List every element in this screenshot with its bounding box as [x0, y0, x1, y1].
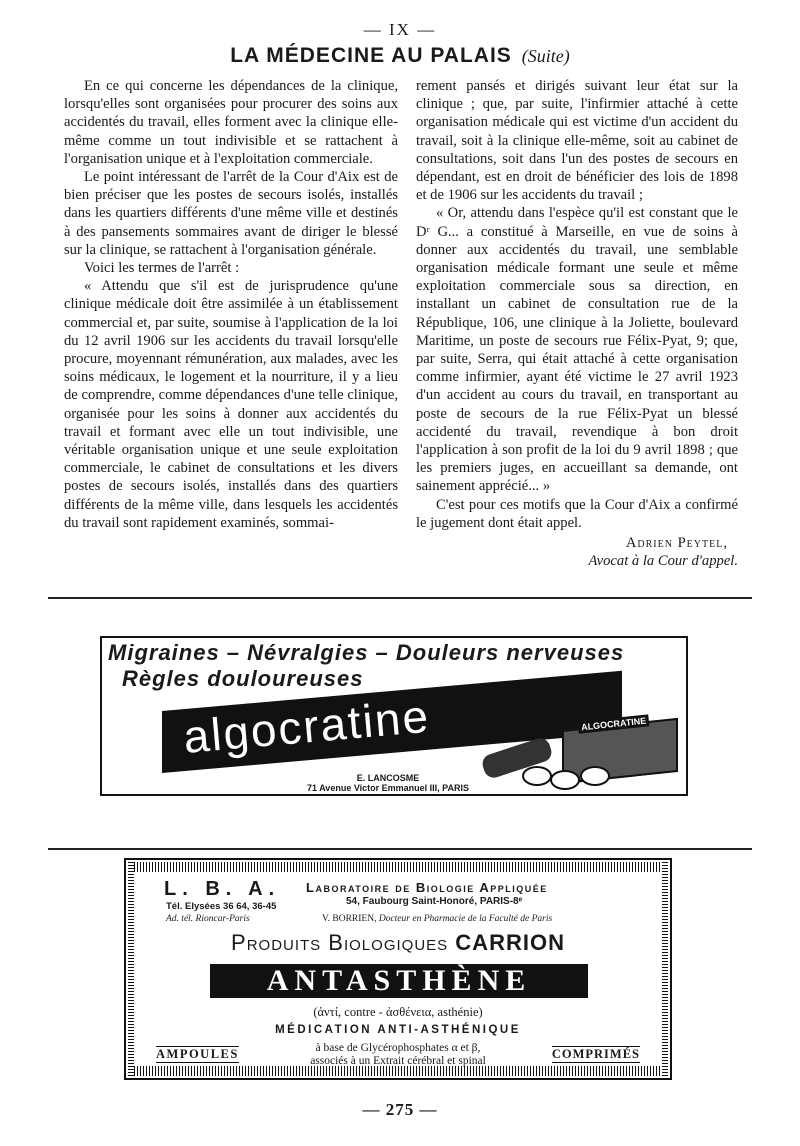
maker-address: 71 Avenue Victor Emmanuel III, PARIS	[306, 783, 470, 793]
paragraph: « Or, attendu dans l'espèce qu'il est constant que le Dʳ G... a constitué à Marseille, en vue de soins à donner aux accidentés du travail, une semblable organisation médicale formant une seule et même exploitation commerciale sous sa direction, en installant un cabinet de consultation rue de la République, 106, une clinique à la Joliette, boulevard Maritime, un poste de secours rue Félix-Pyat, 9; que, par suite, Serra, qui était attaché à cette organisation comme infirmier, ayant été victime le 27 avril 1923 d'un accident au cours du travail, en transportant au poste de secours de la rue Félix-Pyat un blessé accidenté du travail, revendique à bon droit l'application à son profit de la loi du 9 avril 1898 ; que les premiers juges, en accueillant sa demande, ont sainement apprécié... »	[416, 205, 738, 495]
signature-name: Adrien Peytel,	[625, 535, 728, 552]
tablet-illustration	[522, 766, 552, 786]
brand-name: algocratine	[181, 689, 433, 764]
telephone: Tél. Elysées 36 64, 36-45	[166, 901, 277, 912]
article-title	[0, 44, 800, 68]
paragraph: « Attendu que s'il est de jurisprudence qu'une clinique médicale doit être assimilée à un établissement commercial et, par suite, soumise à l'application de la loi du 12 avril 1906 sur les accidents du travail lorsqu'elle procure, moyennant rémunération, aux malades, avec les soins médicaux, le logement et la nourriture, il y a lieu de comprendre, comme dépendances d'une telle clinique, organisée pour les soins à donner aux accidentés du travail et formant avec elle un tout indivisible, une véritable organisation unique et une seule exploitation commerciale, le cabinet de consultations et les divers postes de secours isolés, installés dans des quartiers différents de la même ville, dans lesquels les accidentés du travail sont rapidement examinés, sommai-	[64, 278, 398, 531]
signature-role: Avocat à la Cour d'appel.	[588, 553, 738, 570]
article-title-main: LA MÉDECINE AU PALAIS	[230, 44, 512, 67]
tablet-illustration	[580, 766, 610, 786]
medication-type: MÉDICATION ANTI-ASTHÉNIQUE	[275, 1024, 521, 1036]
doctor-line	[322, 914, 552, 924]
paragraph: C'est pour ces motifs que la Cour d'Aix a confirmé le jugement dont était appel.	[416, 496, 738, 531]
tablet-illustration	[550, 770, 580, 790]
brand-carrion: CARRION	[455, 930, 565, 955]
telegraph-address: Ad. tél. Rioncar-Paris	[166, 914, 250, 924]
product-banner	[210, 964, 588, 998]
doctor-name: V. BORRIEN,	[322, 914, 377, 924]
column-left	[64, 77, 398, 532]
paragraph: Le point intéressant de l'arrêt de la Cour d'Aix est de bien préciser que les postes de secours isolés, installés dans les quartiers différents d'une même ville et destinés à des pansements sommaires avant de diriger le blessé sur la clinique, se rattachent à l'organisation générale.	[64, 169, 398, 258]
composition-line: associés à un Extrait cérébral et spinal	[310, 1055, 486, 1067]
paragraph: En ce qui concerne les dépendances de la clinique, lorsqu'elles sont organisées pour procurer des soins aux accidentés du travail, elles forment avec la clinique elle-même comme un tout indivisible et se rattachent à l'organisation unique et à l'exploitation commerciale.	[64, 78, 398, 167]
paragraph: Voici les termes de l'arrêt :	[84, 260, 240, 277]
products-line	[126, 930, 670, 956]
ad-headline: Migraines – Névralgies – Douleurs nerveuses	[108, 640, 625, 665]
products-label: Produits Biologiques	[231, 930, 449, 955]
article-title-suite: (Suite)	[521, 46, 570, 66]
form-comprimes: COMPRIMÉS	[551, 1047, 640, 1061]
lba-logo: L. B. A.	[164, 878, 281, 900]
composition-line: à base de Glycérophosphates α et β,	[315, 1042, 481, 1054]
advertisement-lba	[124, 858, 672, 1080]
border-pattern	[128, 862, 668, 872]
advertisement-algocratine	[100, 636, 688, 796]
laboratory-address: 54, Faubourg Saint-Honoré, PARIS-8ᵉ	[346, 896, 523, 907]
laboratory-name: Laboratoire de Biologie Appliquée	[306, 880, 548, 895]
maker-info	[298, 773, 478, 793]
ad-subheadline: Règles douloureuses	[122, 666, 364, 691]
paragraph: rement pansés et dirigés suivant leur état sur la clinique ; que, par suite, l'infirmier attaché à cette organisation médicale qui est victime d'un accident du travail, soit à la clinique elle-même, soit au cabinet de consultations, soit dans l'un des postes de secours en dépendant, est en droit de bénéficier des lois de 1898 et de 1906 sur les accidents du travail ;	[416, 78, 738, 204]
etymology: (ἀντί, contre - ἀσθένεια, asthénie)	[313, 1005, 483, 1019]
page-header: — IX —	[363, 20, 437, 39]
doctor-title: Docteur en Pharmacie de la Faculté de Paris	[378, 914, 553, 924]
signature	[416, 534, 738, 570]
page-number: — 275 —	[362, 1100, 438, 1119]
divider	[48, 848, 752, 850]
divider	[48, 597, 752, 599]
product-name: ANTASTHÈNE	[266, 964, 532, 997]
maker-name: E. LANCOSME	[356, 773, 420, 783]
product-box-label: ALGOCRATINE	[578, 714, 650, 733]
form-ampoules: AMPOULES	[156, 1047, 239, 1061]
column-right	[416, 77, 738, 570]
